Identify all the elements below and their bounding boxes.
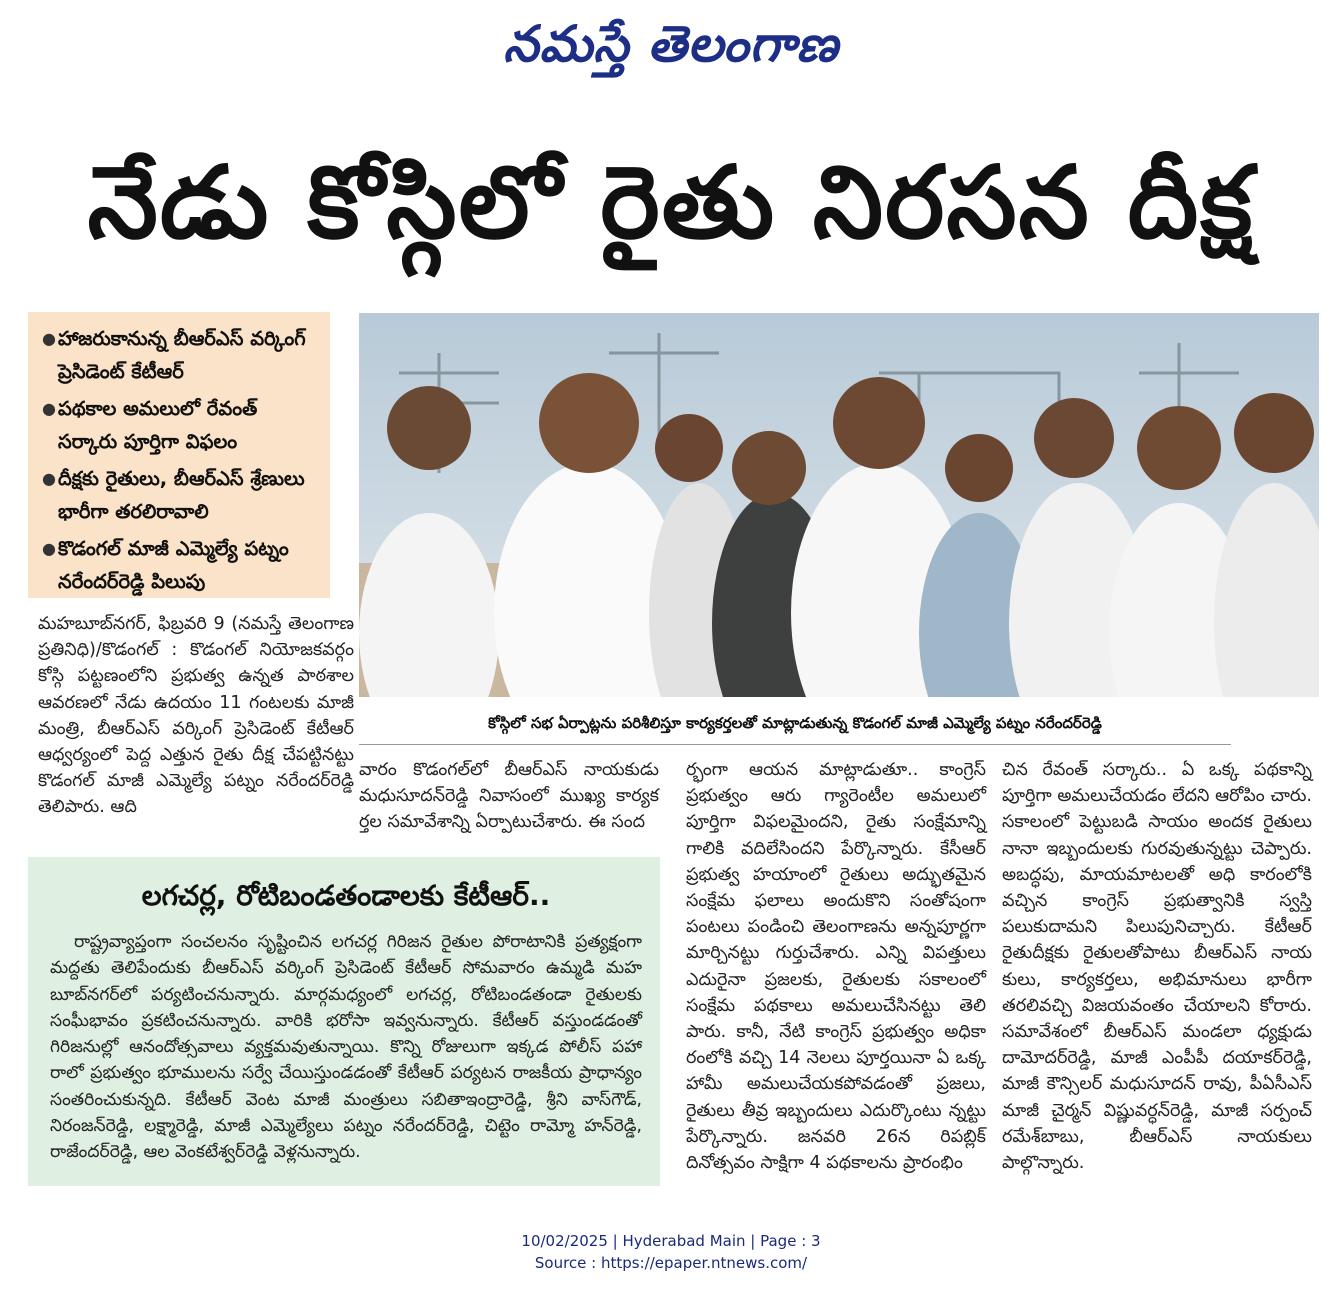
- bullet-icon: ●: [42, 469, 56, 488]
- footer-source-line: Source : https://epaper.ntnews.com/: [534, 1254, 808, 1272]
- sidebar-story-body: రాష్ట్రవ్యాప్తంగా సంచలనం సృష్టించిన లగచర్ల గిరిజన రైతుల పోరాటానికి ప్రత్యక్షంగా మద్దతు తెలిపేందుకు బీఆర్‌ఎస్ వర్కింగ్ ప్రెసిడెంట్ కేటీఆర్ సోమవారం ఉమ్మడి మహ బూబ్‌నగర్‌లో పర్యటించనున్నారు. మార్గమధ్యంలో లగచర్ల, రోటిబండతండా రైతులకు సంఘీభావం ప్రకటించనున్నారు. వారికి భరోసా ఇవ్వనున్నారు. కేటీఆర్ వస్తుండడంతో గిరిజనుల్లో ఆనందోత్సవాలు వ్యక్తమవుతున్నాయి. కొన్ని రోజులుగా ఇక్కడ పోలీస్ పహా రాలో ప్రభుత్వం భూములను సర్వే చేయిస్తుండడంతో కేటీఆర్ పర్యటన రాజకీయ ప్రాధాన్యం సంతరించుకున్నది. కేటీఆర్ వెంట మాజీ మంత్రులు సబితాఇంద్రారెడ్డి, శ్రీని వాస్‌గౌడ్, నిరంజన్‌రెడ్డి, లక్ష్మారెడ్డి, మాజీ ఎమ్మెల్యేలు పట్నం నరేందర్‌రెడ్డి, చిట్టెం రామ్మో హన్‌రెడ్డి, రాజేందర్‌రెడ్డి, ఆల వెంకటేశ్వర్‌రెడ్డి వెళ్లనున్నారు.: [50, 932, 643, 1163]
- footer-edition-line: 10/02/2025 | Hyderabad Main | Page : 3: [521, 1232, 821, 1250]
- bullet-icon: ●: [42, 399, 56, 418]
- highlight-item: [42, 532, 322, 598]
- group-photo-illustration: [359, 313, 1319, 697]
- highlight-text: దీక్షకు రైతులు, బీఆర్‌ఎస్ శ్రేణులు భారీగా తరలిరావాలి: [58, 467, 305, 523]
- article-column-2: వారం కొడంగల్‌లో బీఆర్‌ఎస్ నాయకుడు మధుసూదన్‌రెడ్డి నివాసంలో ముఖ్య కార్యక ర్తల సమావేశాన్ని ఏర్పాటుచేశారు. ఈ సంద: [359, 760, 659, 833]
- highlight-item: [42, 392, 322, 458]
- page-headline: నేడు కోస్గిలో రైతు నిరసన దీక్ష: [87, 144, 1255, 261]
- masthead-title: నమస్తే తెలంగాణ: [503, 15, 839, 73]
- highlights-box: [28, 312, 330, 598]
- highlight-item: [42, 462, 322, 528]
- photo-caption: కోస్గిలో సభ ఏర్పాట్లను పరిశీలిస్తూ కార్యకర్తలతో మాట్లాడుతున్న కొడంగల్ మాజీ ఎమ్మెల్యే పట్నం నరేందర్‌రెడ్డి: [488, 714, 1102, 732]
- caption-divider: [359, 744, 1231, 745]
- page-footer: [0, 1230, 1342, 1274]
- highlight-item: [42, 322, 322, 388]
- sidebar-story: [28, 857, 660, 1186]
- article-column-3: ర్భంగా ఆయన మాట్లాడుతూ.. కాంగ్రెస్ ప్రభుత్వం ఆరు గ్యారెంటీల అమలులో పూర్తిగా విఫలమైందని, రైతు సంక్షేమాన్ని గాలికి వదిలేసిందని పేర్కొన్నారు. కేసీఆర్ ప్రభుత్వ హయాంలో రైతులు అద్భుతమైన సంక్షేమ ఫలాలు అందుకొని సంతోషంగా పంటలు పండించి తెలంగాణను అన్నపూర్ణగా మార్చినట్టు గుర్తుచేశారు. ఎన్ని విపత్తులు ఎదురైనా ప్రజలకు, రైతులకు సకాలంలో సంక్షేమ పథకాలు అమలుచేసినట్టు తెలి పారు. కానీ, నేటి కాంగ్రెస్ ప్రభుత్వం అధికా రంలోకి వచ్చి 14 నెలలు పూర్తయినా ఏ ఒక్క హామీ అమలుచేయకపోవడంతో ప్రజలు, రైతులు తీవ్ర ఇబ్బందులు ఎదుర్కొంటు న్నట్టు పేర్కొన్నారు. జనవరి 26న రిపబ్లిక్ దినోత్సవం సాక్షిగా 4 పథకాలను ప్రారంభిం: [686, 760, 986, 1174]
- bullet-icon: ●: [42, 539, 56, 558]
- sidebar-story-title: లగచర్ల, రోటిబండతండాలకు కేటీఆర్..: [141, 879, 551, 912]
- highlight-text: హాజరుకానున్న బీఆర్‌ఎస్ వర్కింగ్ ప్రెసిడెంట్ కేటీఆర్: [58, 327, 306, 383]
- article-column-1: మహబూబ్‌నగర్, ఫిబ్రవరి 9 (నమస్తే తెలంగాణ ప్రతినిధి)/కొడంగల్ : కొడంగల్ నియోజకవర్గం కోస్గి పట్టణంలోని ప్రభుత్వ ఉన్నత పాఠశాల ఆవరణలో నేడు ఉదయం 11 గంటలకు మాజీ మంత్రి, బీఆర్‌ఎస్ వర్కింగ్ ప్రెసిడెంట్ కేటీఆర్ ఆధ్వర్యంలో పెద్ద ఎత్తున రైతు దీక్ష చేపట్టినట్టు కొడంగల్ మాజీ ఎమ్మెల్యే పట్నం నరేందర్‌రెడ్డి తెలిపారు. ఆది: [38, 614, 354, 818]
- highlight-text: కొడంగల్ మాజీ ఎమ్మెల్యే పట్నం నరేందర్‌రెడ్డి పిలుపు: [58, 537, 289, 593]
- highlight-text: పథకాల అమలులో రేవంత్ సర్కారు పూర్తిగా విఫలం: [58, 397, 258, 453]
- news-photo: [359, 313, 1319, 697]
- article-column-4: చిన రేవంత్ సర్కారు.. ఏ ఒక్క పథకాన్ని పూర్తిగా అమలుచేయడం లేదని ఆరోపిం చారు. సకాలంలో పెట్టుబడి సాయం అందక రైతులు నానా ఇబ్బందులకు గురవుతున్నట్టు చెప్పారు. అబద్ధపు, మాయమాటలతో అధి కారంలోకి వచ్చిన కాంగ్రెస్ ప్రభుత్వానికి స్వస్తి పలుకుదామని పిలుపునిచ్చారు. కేటీఆర్ రైతుదీక్షకు రైతులతోపాటు బీఆర్‌ఎస్ నాయ కులు, కార్యకర్తలు, అభిమానులు భారీగా తరలివచ్చి విజయవంతం చేయాలని కోరారు. సమావేశంలో బీఆర్‌ఎస్ మండలా ధ్యక్షుడు దామోదర్‌రెడ్డి, మాజీ ఎంపీపీ దయాకర్‌రెడ్డి, మాజీ కౌన్సిలర్ మధుసూదన్ రావు, పీఏసీఎస్ మాజీ చైర్మన్ విష్ణువర్ధన్‌రెడ్డి, మాజీ సర్పంచ్ రమేశ్‌బాబు, బీఆర్‌ఎస్ నాయకులు పాల్గొన్నారు.: [1002, 760, 1312, 1174]
- bullet-icon: ●: [42, 329, 56, 348]
